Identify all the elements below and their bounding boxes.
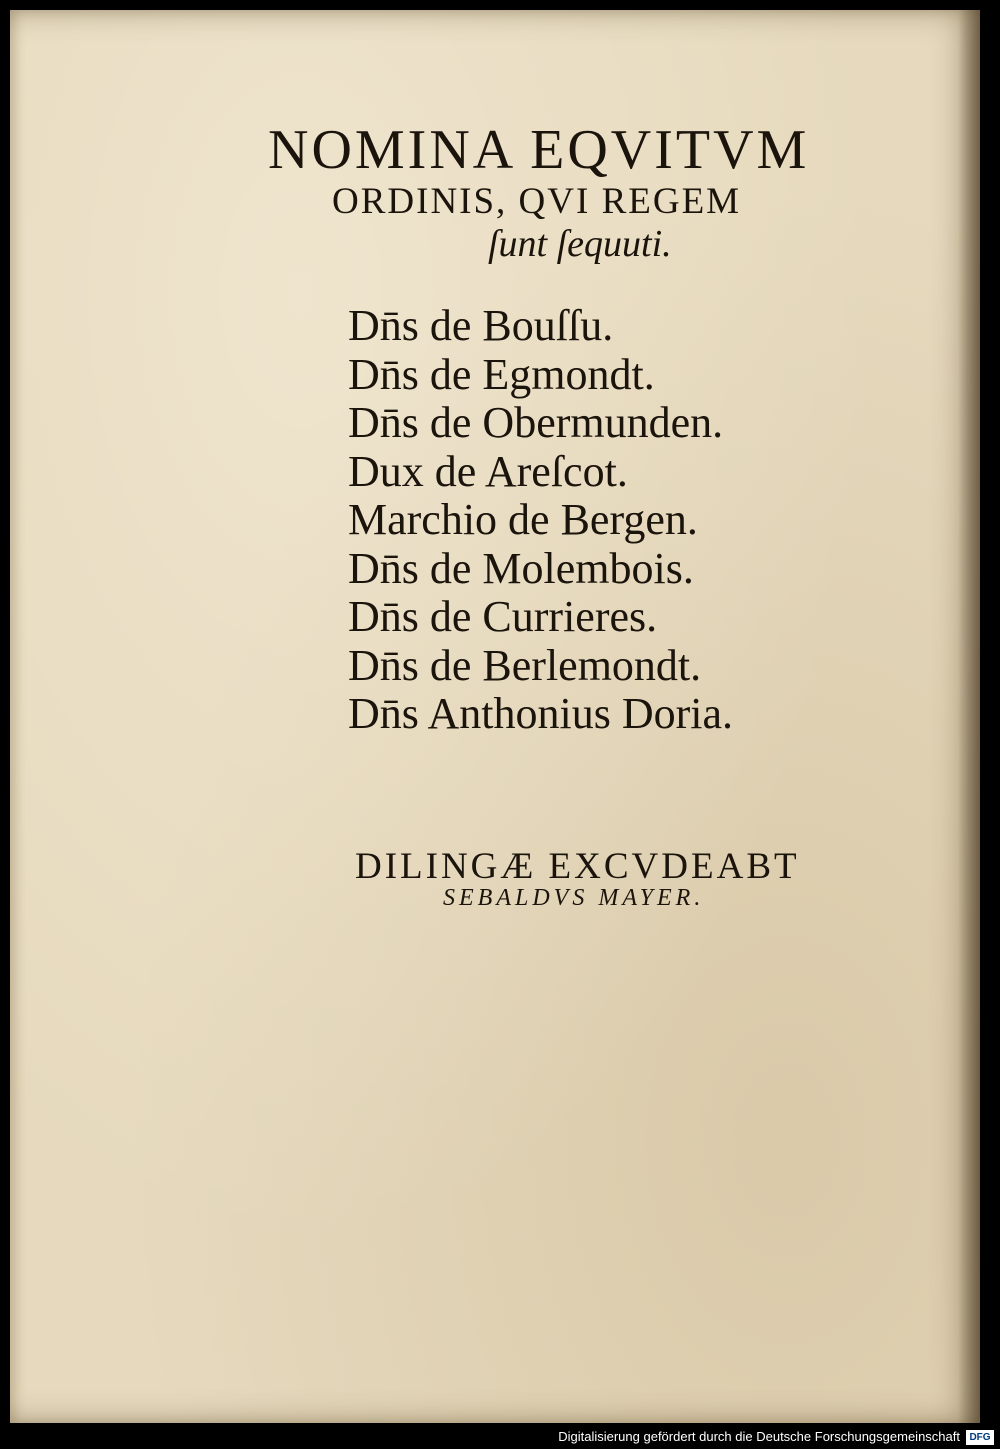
heading-line-1: NOMINA EQVITVM	[268, 119, 810, 181]
list-item: Dn̄s de Molembois.	[348, 543, 694, 593]
list-item: Dn̄s de Currieres.	[348, 592, 658, 641]
list-item: Dn̄s de Obermunden.	[348, 398, 724, 447]
list-item: Marchio de Bergen.	[348, 495, 698, 544]
heading-line-3: ſunt ſequuti.	[488, 223, 672, 265]
page-gutter-shadow	[958, 10, 980, 1423]
list-item: Dn̄s de Egmondt.	[348, 349, 655, 399]
heading-line-2: ORDINIS, QVI REGEM	[332, 181, 742, 222]
colophon-line-2: SEBALDVS MAYER.	[443, 885, 705, 911]
dfg-logo-icon: DFG	[966, 1430, 994, 1445]
funding-credit: Digitalisierung gefördert durch die Deutsche Forschungsgemeinschaft	[558, 1429, 960, 1444]
footer-bar	[0, 1427, 1000, 1449]
list-item: Dn̄s de Bouſſu.	[348, 301, 614, 350]
book-page	[10, 10, 980, 1423]
list-item: Dn̄s Anthonius Doria.	[348, 689, 733, 738]
knights-name-list	[348, 302, 733, 739]
list-item: Dn̄s de Berlemondt.	[348, 640, 702, 690]
colophon-line-1: DILINGÆ EXCVDEABT	[355, 846, 800, 887]
list-item: Dux de Areſcot.	[348, 446, 628, 496]
